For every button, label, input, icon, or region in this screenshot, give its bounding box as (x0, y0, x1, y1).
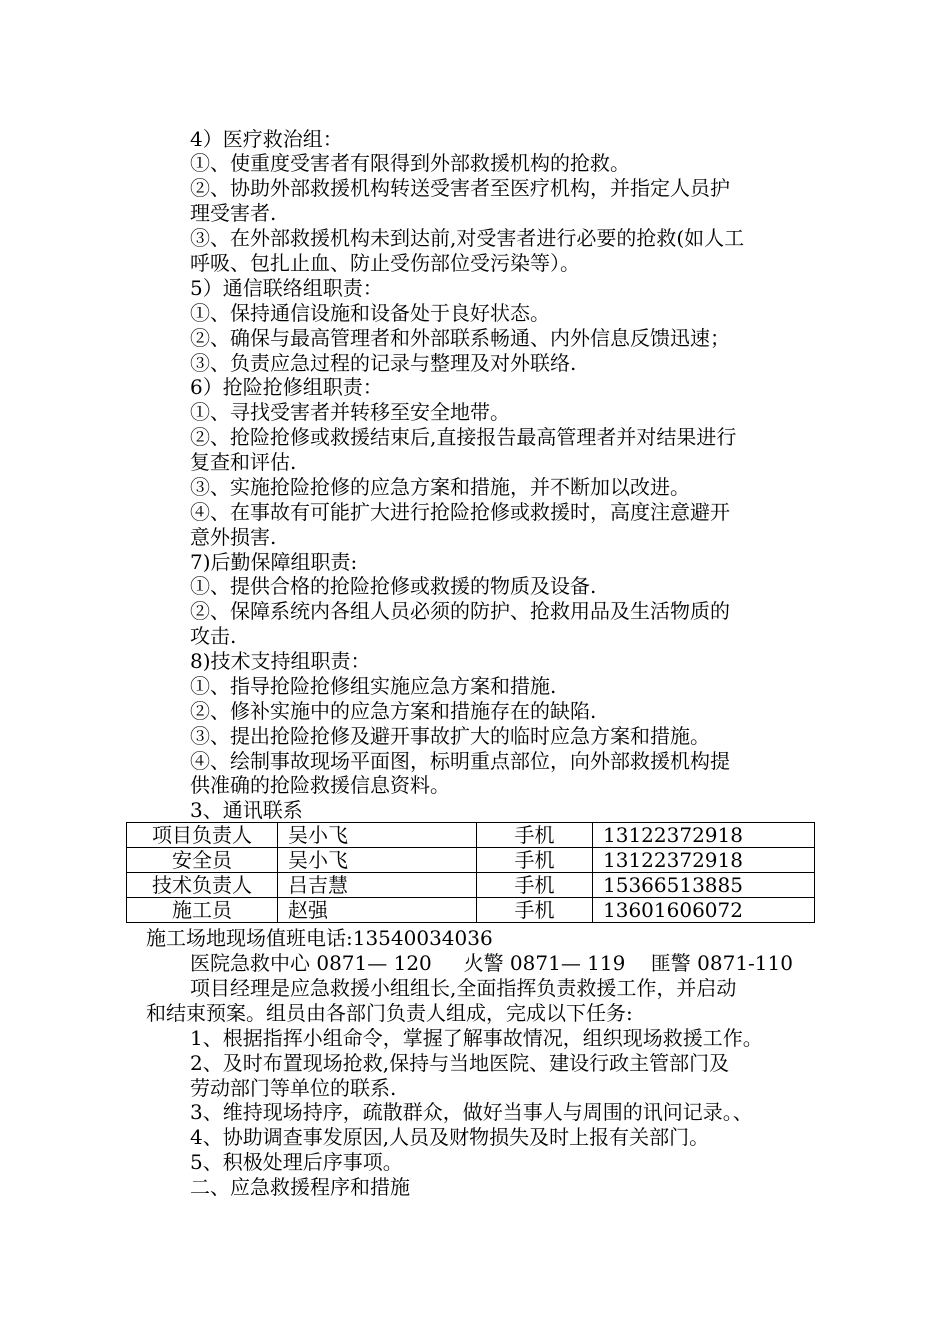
text-line: 2、及时布置现场抢救,保持与当地医院、建设行政主管部门及 (190, 1051, 730, 1075)
text-line: 和结束预案。组员由各部门负责人组成，完成以下任务: (146, 1001, 633, 1025)
text-line: 攻击. (190, 624, 237, 648)
text-line: 医院急救中心 0871— 120 火警 0871— 119 匪警 0871-110 (190, 951, 793, 975)
role-cell: 项目负责人 (127, 823, 278, 848)
text-line: ②、抢险抢修或救援结束后,直接报告最高管理者并对结果进行 (190, 425, 737, 449)
text-line: 3、维持现场持序，疏散群众，做好当事人与周围的讯问记录。、 (190, 1100, 753, 1124)
text-line: ①、提供合格的抢险抢修或救援的物质及设备. (190, 574, 597, 598)
table-row (127, 873, 815, 898)
role-cell: 安全员 (127, 848, 278, 873)
phone-cell: 13601606072 (593, 898, 815, 923)
section-heading: 二、应急救援程序和措施 (190, 1175, 410, 1199)
text-line: ③、实施抢险抢修的应急方案和措施，并不断加以改进。 (190, 475, 690, 499)
role-cell: 施工员 (127, 898, 278, 923)
text-line: ①、使重度受害者有限得到外部救援机构的抢救。 (190, 151, 630, 175)
text-line: ②、确保与最高管理者和外部联系畅通、内外信息反馈迅速； (190, 326, 730, 350)
text-line: ②、保障系统内各组人员必须的防护、抢救用品及生活物质的 (190, 599, 730, 623)
section-heading: 3、通讯联系 (190, 798, 303, 822)
text-line: ①、指导抢险抢修组实施应急方案和措施. (190, 674, 557, 698)
type-cell: 手机 (477, 848, 593, 873)
contact-table (126, 822, 815, 923)
name-cell: 吴小飞 (278, 848, 477, 873)
text-line: 5）通信联络组职责： (190, 276, 383, 300)
text-line: 1、根据指挥小组命令，掌握了解事故情况，组织现场救援工作。 (190, 1026, 763, 1050)
role-cell: 技术负责人 (127, 873, 278, 898)
text-line: 8)技术支持组职责： (190, 649, 371, 673)
text-line: 劳动部门等单位的联系. (190, 1076, 397, 1100)
phone-cell: 15366513885 (593, 873, 815, 898)
phone-cell: 13122372918 (593, 823, 815, 848)
name-cell: 吕吉慧 (278, 873, 477, 898)
table-row (127, 848, 815, 873)
name-cell: 吴小飞 (278, 823, 477, 848)
text-line: 复查和评估. (190, 450, 297, 474)
table-row (127, 823, 815, 848)
text-line: ②、协助外部救援机构转送受害者至医疗机构，并指定人员护 (190, 176, 730, 200)
text-line: 4）医疗救治组： (190, 127, 343, 151)
text-line: 供准确的抢险救援信息资料。 (190, 773, 450, 797)
text-line: ④、在事故有可能扩大进行抢险抢修或救援时，高度注意避开 (190, 500, 730, 524)
name-cell: 赵强 (278, 898, 477, 923)
text-line: 施工场地现场值班电话:13540034036 (146, 926, 493, 950)
text-line: 5、积极处理后序事项。 (190, 1150, 403, 1174)
text-line: 7)后勤保障组职责: (190, 550, 358, 574)
table-row (127, 898, 815, 923)
text-line: 呼吸、包扎止血、防止受伤部位受污染等）。 (190, 251, 580, 275)
text-line: ③、提出抢险抢修及避开事故扩大的临时应急方案和措施。 (190, 724, 710, 748)
text-line: 项目经理是应急救援小组组长,全面指挥负责救援工作，并启动 (190, 976, 737, 1000)
text-line: ①、寻找受害者并转移至安全地带。 (190, 400, 510, 424)
text-line: 6）抢险抢修组职责： (190, 375, 383, 399)
text-line: 理受害者. (190, 201, 277, 225)
text-line: 意外损害. (190, 525, 277, 549)
type-cell: 手机 (477, 823, 593, 848)
type-cell: 手机 (477, 873, 593, 898)
text-line: ①、保持通信设施和设备处于良好状态。 (190, 301, 550, 325)
text-line: ③、负责应急过程的记录与整理及对外联络. (190, 351, 577, 375)
text-line: 4、协助调查事发原因,人员及财物损失及时上报有关部门。 (190, 1125, 710, 1149)
type-cell: 手机 (477, 898, 593, 923)
text-line: ②、修补实施中的应急方案和措施存在的缺陷. (190, 699, 597, 723)
text-line: ③、在外部救援机构未到达前,对受害者进行必要的抢救(如人工 (190, 226, 745, 250)
phone-cell: 13122372918 (593, 848, 815, 873)
text-line: ④、绘制事故现场平面图，标明重点部位，向外部救援机构提 (190, 749, 730, 773)
